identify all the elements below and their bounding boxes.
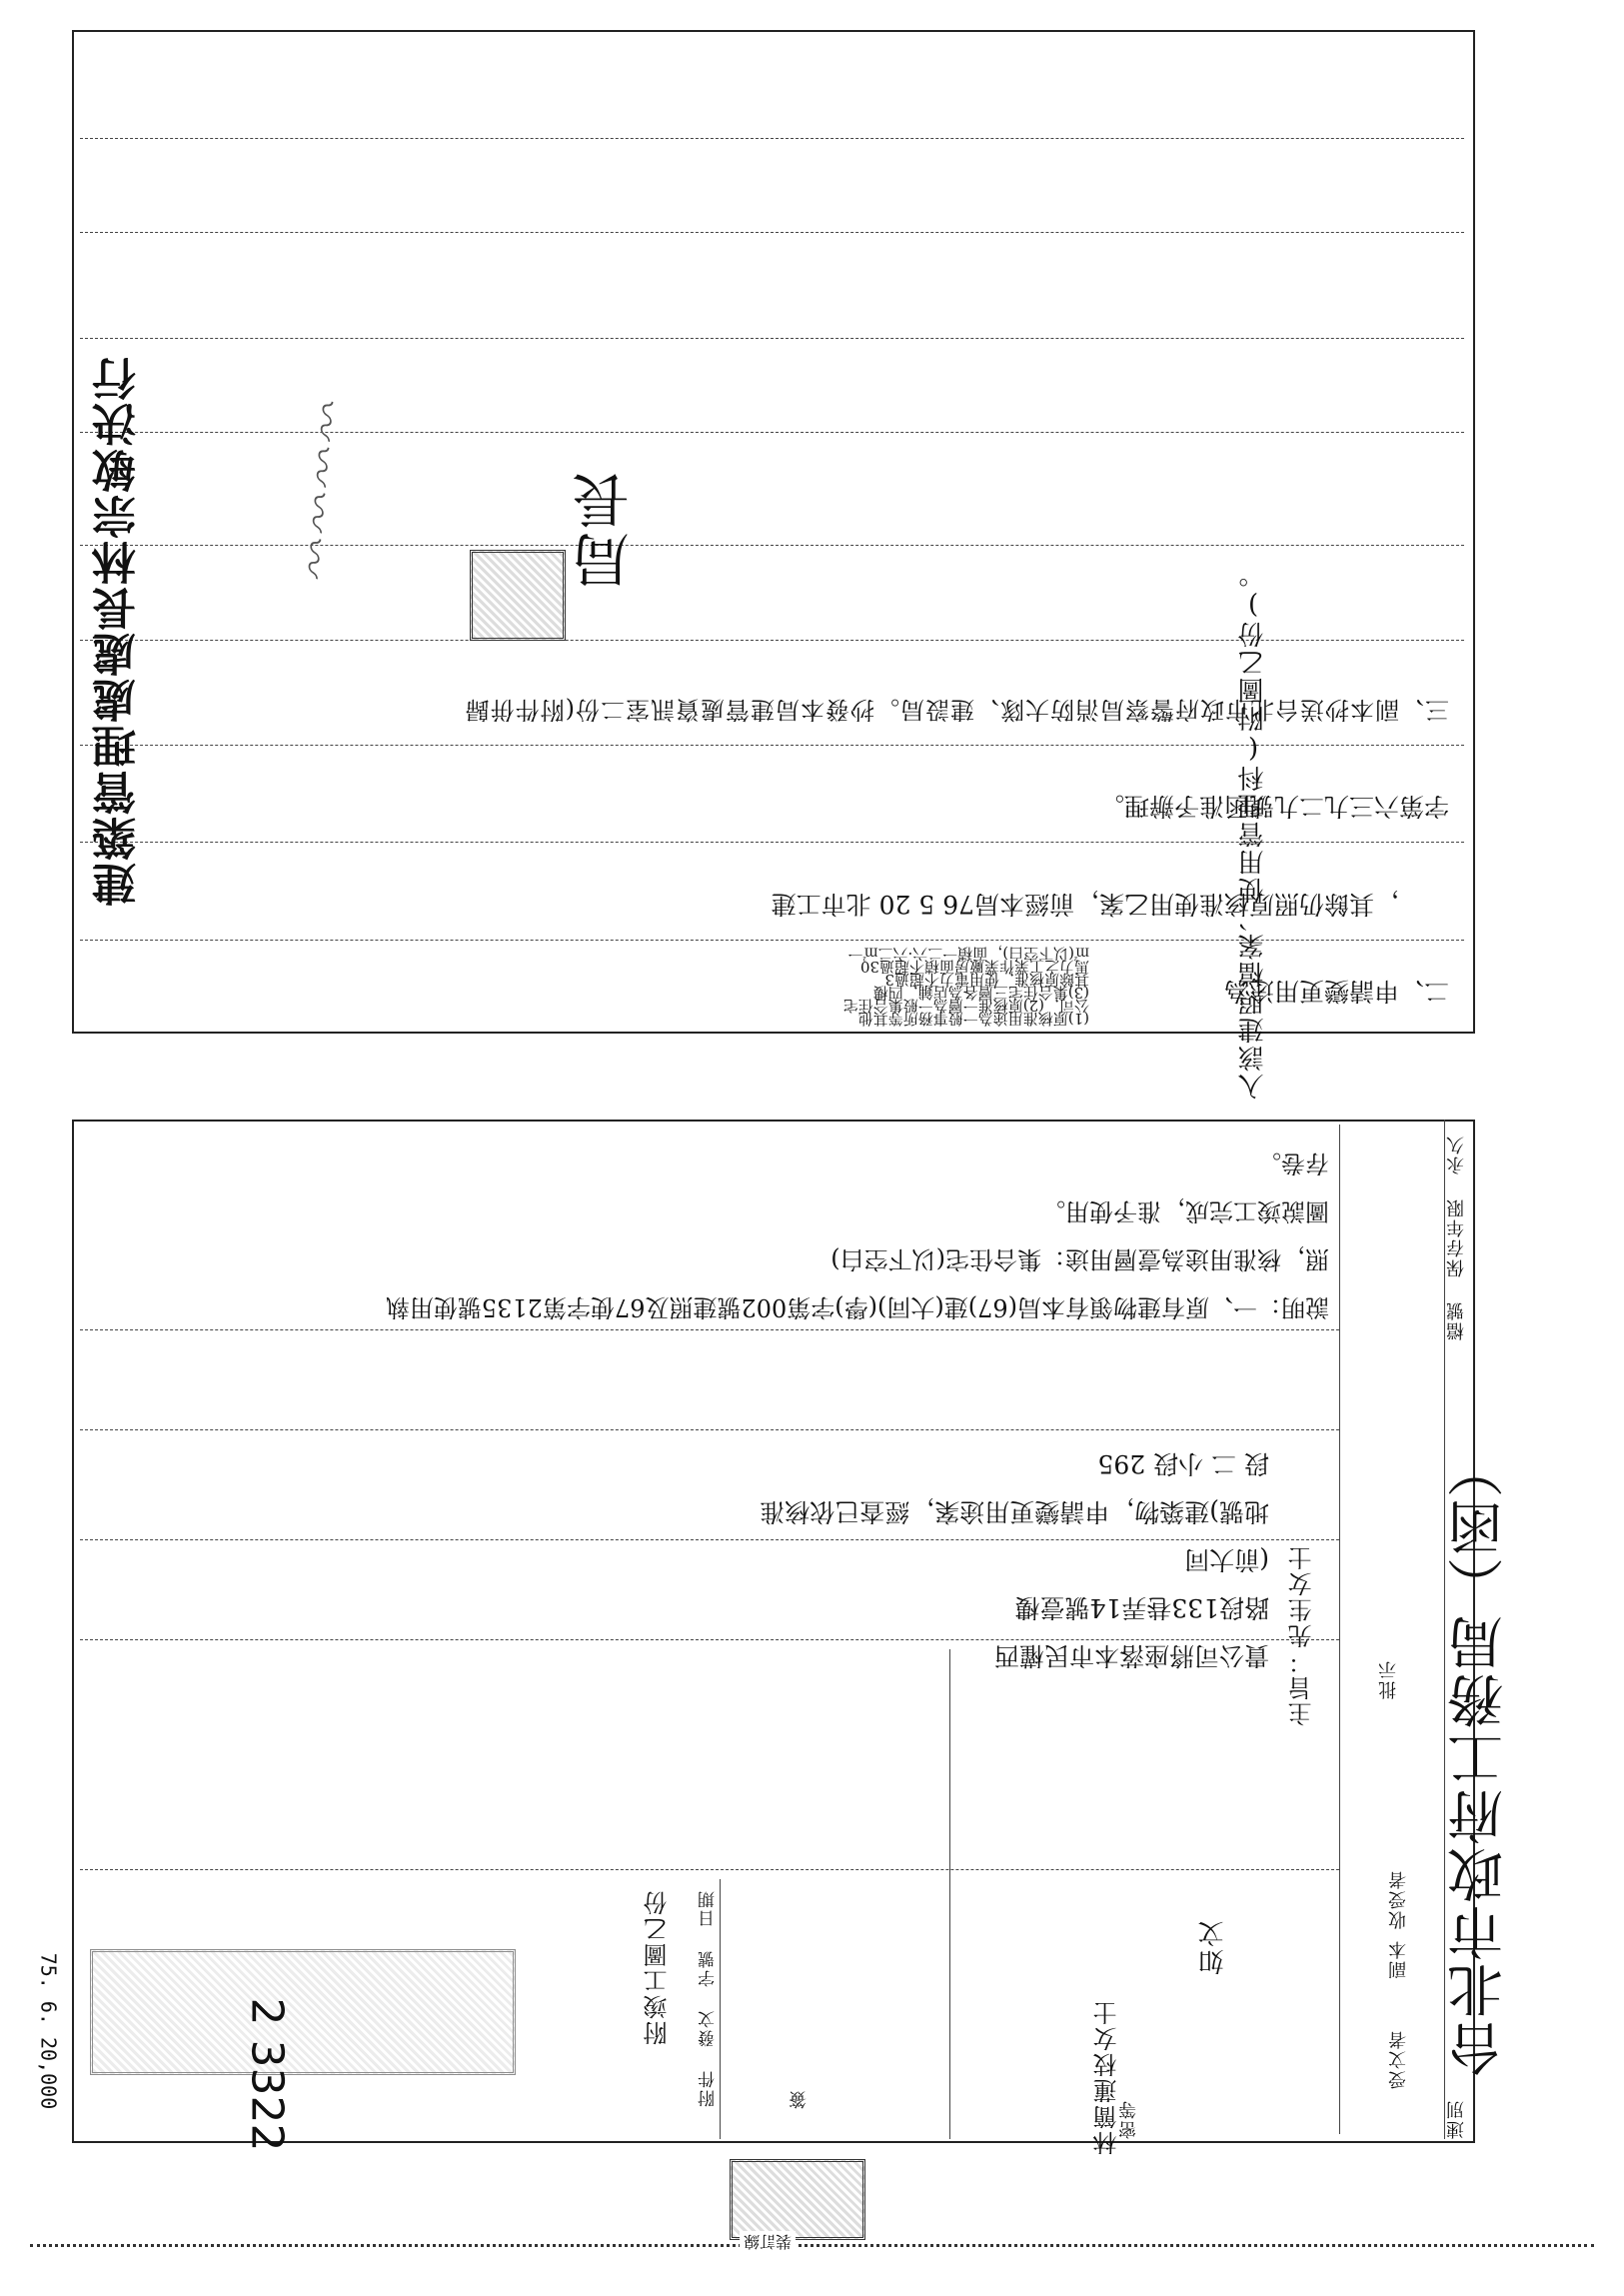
explanation-line: 存卷。 [1257, 1149, 1329, 1177]
subject-line: 路段133巷弄14號壹樓 [1014, 1593, 1269, 1622]
address-label: 受文者 [1388, 2029, 1409, 2089]
header-divider [720, 1879, 721, 2139]
file-labels [1447, 1135, 1467, 1340]
line-3: 三、副本抄送台北市政府警察局消防大隊、建設局。抄發本局建管處資訊室二份(附件併歸 [464, 696, 1449, 724]
note-line: (3)集合住宅三層各為店鋪，四樓 [872, 984, 1089, 1002]
binding-label: 裝訂線 [740, 2231, 796, 2254]
subject-line: (前大同 [1184, 1545, 1269, 1574]
director-label: 局長 [572, 470, 640, 590]
attach-label: 附件 [699, 2069, 719, 2107]
explanation-line: 說明：一、原有建物領有本局(67)建(大同)(學)字第002號建照及67使字第2135號使用執 [385, 1293, 1329, 1321]
header-divider [1339, 1125, 1340, 2134]
subject-line: 段 二 小段 295 [1097, 1449, 1269, 1478]
rule-line [80, 338, 1464, 339]
rule-line [80, 1429, 1339, 1430]
print-code: 75. 6. 20,000 [36, 1952, 61, 2110]
attach-label: 發文 [699, 2009, 719, 2047]
speed-label: 速別 [1446, 2099, 1467, 2139]
rule-line [80, 1869, 1339, 1870]
transfer-label: 如文 [1198, 1919, 1228, 1975]
retention-label: 保存年限 [1446, 1197, 1467, 1277]
note-line: 馬力之工業作業廠房面積不超過30 [859, 958, 1089, 976]
rule-line [80, 138, 1464, 139]
explanation-line: 圖說竣工完成，准予使用。 [1041, 1197, 1329, 1225]
file-number-label: 檔號 [1446, 1300, 1467, 1340]
note-cols [90, 945, 1089, 1028]
header-divider [1444, 1120, 1445, 2139]
secret-label: 密等 [1118, 2099, 1139, 2139]
attach-label: 字號 [699, 1949, 719, 1987]
note-line: 其餘原核准，使用電力不超過3 [884, 971, 1089, 989]
explanation [110, 1140, 1329, 1331]
serial-number: 2 3322 [241, 1997, 293, 2152]
note-line: (1)原核准用途為一般事務所等其他 [857, 1010, 1089, 1028]
signer-line: 建築管理處處長林宗敏決行 [93, 355, 144, 907]
line-case: 字第六三九二九號函准予辦理。 [1098, 792, 1449, 821]
note-line: 公司，(2)原核准一層為一般集合住宅 [842, 997, 1089, 1015]
subject-head: 主旨：先生女士 [1288, 1544, 1316, 1726]
subject-line: 地號)建築物，申請變更用途案，經查已依核准 [760, 1497, 1269, 1526]
binding-line [30, 2244, 1594, 2247]
line-2a: 二、申請變更用途為 [1223, 977, 1449, 1006]
receipt-stamp [90, 1949, 516, 2075]
official-seal [470, 550, 566, 641]
batch-label: 批示 [1378, 1659, 1399, 1699]
line-rest: ，其餘仍照原核准使用乙案，前經本局76 5 20 北市工建 [771, 890, 1399, 919]
copy-label: 副本 [1388, 1939, 1409, 1979]
attachment-line: 附竣工圖乙份 [644, 1889, 672, 2045]
signature-stamp [730, 2159, 865, 2240]
rule-line [80, 432, 1464, 433]
sign-label: 簽 [789, 2089, 810, 2109]
subject-cols [120, 1439, 1269, 1679]
header-divider [949, 1649, 950, 2139]
line-copy: 入該建照檔案、使用管理科(附圖乙份)。 [1238, 560, 1268, 1100]
address-value: 林簡蓮枝女士 [1093, 1999, 1121, 2155]
receipt-label: 收受者 [1388, 1869, 1409, 1929]
handwritten-signature: 〰〰〰〰 [287, 394, 350, 582]
retention-value: 永久 [1446, 1135, 1467, 1174]
attach-label: 日期 [699, 1889, 719, 1927]
explanation-line: 照，核准用途為壹層用途：集合住宅(以下空白) [830, 1245, 1329, 1273]
note-line: ㎡(以下空白)，面積一二六·六二㎡一 [847, 945, 1089, 963]
agency-title: 台北市政府工務局（函） [1447, 1439, 1512, 2077]
attach-labels [700, 1889, 719, 2107]
subject-line: 貴公司將座落本市民權西 [993, 1641, 1269, 1670]
rule-line [80, 232, 1464, 233]
